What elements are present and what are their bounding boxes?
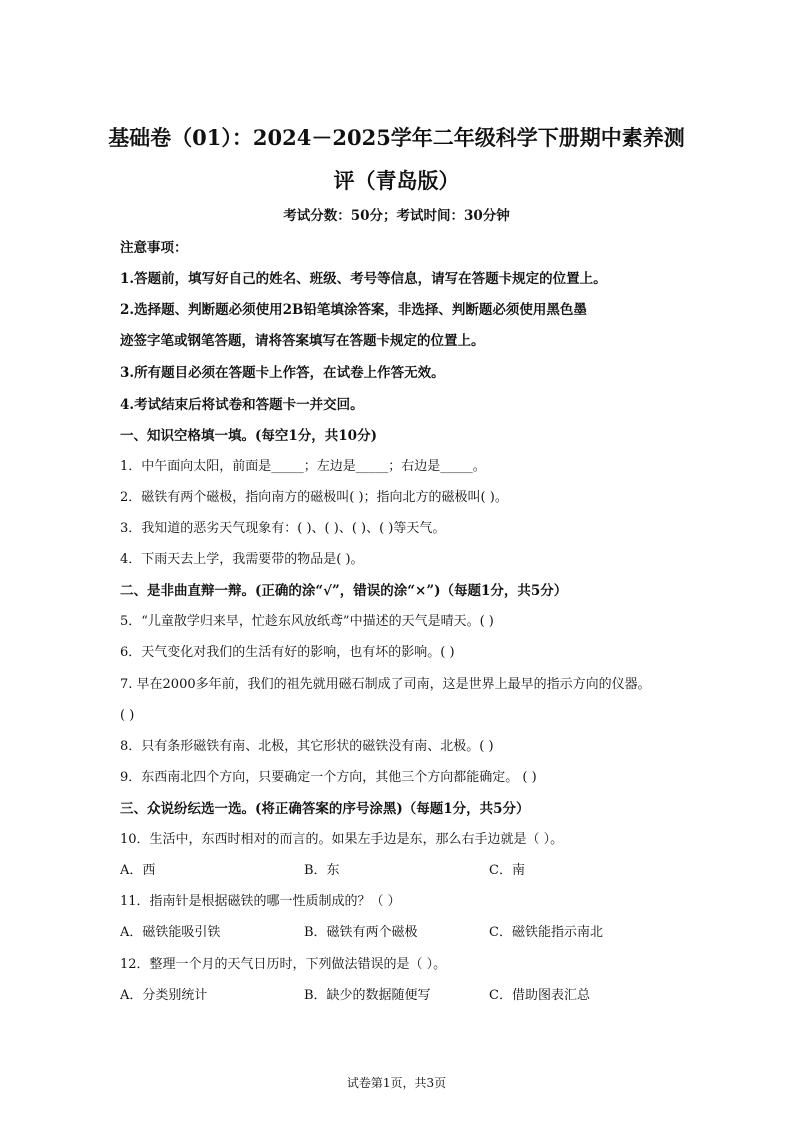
question-12-option-a: A．分类别统计 [120, 988, 208, 1003]
question-1: 1．中午面向太阳，前面是_____；左边是_____；右边是_____。 [120, 459, 486, 474]
question-11-option-b: B．磁铁有两个磁极 [304, 925, 418, 940]
exam-info: 考试分数：50分；考试时间：30分钟 [283, 208, 510, 224]
exam-title-line1: 基础卷（01）：2024－2025学年二年级科学下册期中素养测 [108, 125, 685, 150]
question-10-option-b: B．东 [304, 863, 340, 878]
section3-heading: 三、众说纷纭选一选。(将正确答案的序号涂黑)（每题1分，共5分） [120, 801, 530, 817]
question-4: 4．下雨天去上学，我需要带的物品是( )。 [120, 552, 364, 567]
question-9: 9．东西南北四个方向，只要确定一个方向，其他三个方向都能确定。 ( ) [120, 770, 537, 785]
question-8: 8．只有条形磁铁有南、北极，其它形状的磁铁没有南、北极。( ) [120, 739, 494, 754]
question-11-option-a: A．磁铁能吸引铁 [120, 925, 221, 940]
question-3: 3．我知道的恶劣天气现象有：( )、( )、( )、( )等天气。 [120, 521, 446, 536]
notice-item-4: 4.考试结束后将试卷和答题卡一并交回。 [120, 397, 364, 413]
question-10-option-a: A．西 [120, 863, 156, 878]
question-11-option-c: C．磁铁能指示南北 [489, 925, 603, 940]
notice-heading: 注意事项： [120, 240, 188, 256]
page-footer: 试卷第1页，共3页 [346, 1076, 447, 1090]
question-12-option-c: C．借助图表汇总 [489, 988, 590, 1003]
question-10-option-c: C．南 [489, 863, 525, 878]
question-6: 6．天气变化对我们的生活有好的影响，也有坏的影响。( ) [120, 645, 455, 660]
question-12-option-b: B．缺少的数据随便写 [304, 988, 431, 1003]
question-11: 11．指南针是根据磁铁的哪一性质制成的？（ ） [120, 894, 401, 909]
notice-item-2-cont: 迹签字笔或钢笔答题，请将答案填写在答题卡规定的位置上。 [120, 333, 485, 349]
section1-heading: 一、知识空格填一填。(每空1分，共10分) [120, 428, 377, 444]
section2-heading: 二、是非曲直辩一辩。(正确的涂“√”，错误的涂“×”)（每题1分，共5分） [120, 583, 568, 599]
notice-item-2: 2.选择题、判断题必须使用2B铅笔填涂答案，非选择、判断题必须使用黑色墨 [120, 302, 587, 318]
notice-item-3: 3.所有题目必须在答题卡上作答，在试卷上作答无效。 [120, 365, 445, 381]
question-10: 10．生活中，东西时相对的而言的。如果左手边是东，那么右手边就是（ ）。 [120, 832, 564, 847]
question-7: 7. 早在2000多年前，我们的祖先就用磁石制成了司南，这是世界上最早的指示方向的仪器。 [120, 677, 651, 692]
exam-title-line2: 评（青岛版） [333, 168, 460, 193]
question-7-answer: ( ) [120, 708, 135, 723]
notice-item-1: 1.答题前，填写好自己的姓名、班级、考号等信息，请写在答题卡规定的位置上。 [120, 271, 607, 287]
question-2: 2．磁铁有两个磁极，指向南方的磁极叫( )；指向北方的磁极叫( )。 [120, 490, 508, 505]
question-5: 5．“儿童散学归来早，忙趁东风放纸鸢”中描述的天气是晴天。( ) [120, 614, 494, 629]
question-12: 12．整理一个月的天气日历时，下列做法错误的是（ ）。 [120, 957, 447, 972]
